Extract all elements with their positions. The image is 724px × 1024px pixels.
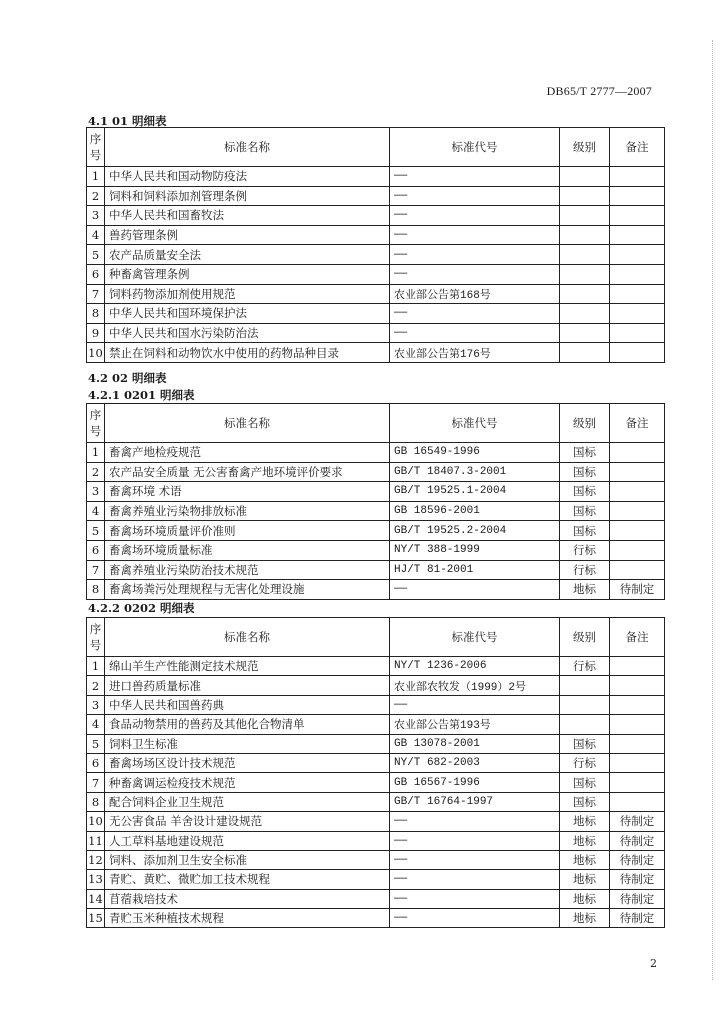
row-code: —— [390,206,560,226]
row-name: 中华人民共和国动物防疫法 [105,167,390,187]
row-level: 地标 [560,850,610,869]
table-row [87,462,665,482]
row-level: 地标 [560,812,610,831]
table-row [87,889,665,908]
row-code: —— [390,831,560,850]
row-seq: 13 [87,870,105,889]
row-name: 农产品质量安全法 [105,245,390,265]
row-level [560,167,610,187]
row-remark [610,560,665,580]
row-code: NY/T 388-1999 [390,540,560,560]
table-row [87,482,665,502]
table-0202 [86,617,665,928]
row-code: —— [390,264,560,284]
column-header-seq: 序号 [87,618,105,657]
row-name: 苜蓿栽培技术 [105,889,390,908]
row-level: 地标 [560,889,610,908]
row-level: 国标 [560,462,610,482]
row-level: 国标 [560,521,610,541]
row-level [560,225,610,245]
row-level [560,323,610,343]
row-name: 配合饲料企业卫生规范 [105,792,390,811]
row-name: 青贮玉米种植技术规程 [105,909,390,928]
row-name: 饲料、添加剂卫生安全标准 [105,850,390,869]
row-seq: 4 [87,715,105,734]
row-code: GB/T 18407.3-2001 [390,462,560,482]
table-header-row [87,128,665,167]
row-seq: 1 [87,657,105,676]
row-seq: 2 [87,186,105,206]
table-01 [86,127,665,363]
section-title-4-1: 4.1 01 明细表 [88,114,167,128]
row-name: 畜禽养殖业污染防治技术规范 [105,560,390,580]
row-level: 地标 [560,870,610,889]
table-header-row [87,618,665,657]
table-row [87,753,665,772]
row-code: —— [390,167,560,187]
row-name: 畜禽场环境质量评价准则 [105,521,390,541]
row-remark [610,773,665,792]
row-name: 畜禽环境 术语 [105,482,390,502]
section-title-4-2-2: 4.2.2 0202 明细表 [88,601,195,615]
row-seq: 3 [87,695,105,714]
row-code: GB/T 16764-1997 [390,792,560,811]
row-code: NY/T 682-2003 [390,753,560,772]
row-code: —— [390,186,560,206]
row-code: HJ/T 81-2001 [390,560,560,580]
row-level: 国标 [560,443,610,463]
row-name: 饲料药物添加剂使用规范 [105,284,390,304]
column-header-remark: 备注 [610,618,665,657]
page-number: 2 [650,957,657,970]
row-level: 行标 [560,540,610,560]
row-code: GB 18596-2001 [390,501,560,521]
row-remark [610,715,665,734]
row-remark: 待制定 [610,831,665,850]
row-remark [610,521,665,541]
row-name: 种畜禽管理条例 [105,264,390,284]
row-name: 中华人民共和国畜牧法 [105,206,390,226]
table-row [87,443,665,463]
table-row [87,560,665,580]
row-seq: 2 [87,462,105,482]
row-name: 种畜禽调运检疫技术规范 [105,773,390,792]
row-remark [610,206,665,226]
row-code: —— [390,225,560,245]
table-row [87,695,665,714]
document-code: DB65/T 2777—2007 [546,84,652,98]
row-seq: 7 [87,284,105,304]
row-seq: 5 [87,245,105,265]
row-code: —— [390,870,560,889]
column-header-seq: 序号 [87,128,105,167]
row-name: 青贮、黄贮、微贮加工技术规程 [105,870,390,889]
table-row [87,501,665,521]
row-code: 农业部公告第193号 [390,715,560,734]
table-row [87,792,665,811]
row-level [560,343,610,363]
table-row [87,909,665,928]
column-header-name: 标准名称 [105,404,390,443]
row-level: 行标 [560,560,610,580]
table-row [87,676,665,695]
row-name: 畜禽场场区设计技术规范 [105,753,390,772]
row-level [560,695,610,714]
table-row [87,773,665,792]
row-seq: 5 [87,521,105,541]
row-remark [610,695,665,714]
row-level [560,206,610,226]
row-code: 农业部公告第176号 [390,343,560,363]
row-remark [610,264,665,284]
row-name: 禁止在饲料和动物饮水中使用的药物品种目录 [105,343,390,363]
row-level: 地标 [560,580,610,600]
table-row [87,521,665,541]
row-remark: 待制定 [610,909,665,928]
row-code: —— [390,889,560,908]
row-seq: 6 [87,264,105,284]
row-code: —— [390,580,560,600]
row-name: 中华人民共和国兽药典 [105,695,390,714]
table-row [87,245,665,265]
row-level [560,186,610,206]
row-name: 食品动物禁用的兽药及其他化合物清单 [105,715,390,734]
table-row [87,323,665,343]
row-remark: 待制定 [610,580,665,600]
row-code: —— [390,812,560,831]
row-remark: 待制定 [610,870,665,889]
table-row [87,580,665,600]
table-row [87,304,665,324]
row-name: 畜禽产地检疫规范 [105,443,390,463]
row-seq: 8 [87,580,105,600]
table-row [87,186,665,206]
row-remark [610,323,665,343]
row-code: —— [390,695,560,714]
row-remark [610,753,665,772]
row-seq: 8 [87,304,105,324]
column-header-remark: 备注 [610,128,665,167]
section-subtitle-4-2-1: 4.2.1 0201 明细表 [88,388,195,402]
row-level: 国标 [560,734,610,753]
row-level: 行标 [560,753,610,772]
row-remark [610,540,665,560]
table-row [87,284,665,304]
column-header-name: 标准名称 [105,618,390,657]
table-row [87,343,665,363]
row-seq: 7 [87,773,105,792]
row-code: GB 13078-2001 [390,734,560,753]
row-remark [610,167,665,187]
row-seq: 7 [87,560,105,580]
row-name: 畜禽场粪污处理规程与无害化处理设施 [105,580,390,600]
row-name: 饲料和饲料添加剂管理条例 [105,186,390,206]
table-row [87,870,665,889]
table-row [87,657,665,676]
row-code: —— [390,304,560,324]
row-level [560,245,610,265]
row-remark [610,734,665,753]
row-name: 农产品安全质量 无公害畜禽产地环境评价要求 [105,462,390,482]
row-level: 地标 [560,909,610,928]
column-header-level: 级别 [560,618,610,657]
row-remark [610,501,665,521]
row-seq: 10 [87,812,105,831]
section-title-4-2: 4.2 02 明细表 [88,371,167,385]
row-remark [610,284,665,304]
row-code: 农业部公告第168号 [390,284,560,304]
column-header-seq: 序号 [87,404,105,443]
row-remark: 待制定 [610,812,665,831]
row-code: GB 16567-1996 [390,773,560,792]
column-header-remark: 备注 [610,404,665,443]
row-name: 兽药管理条例 [105,225,390,245]
row-seq: 3 [87,482,105,502]
row-code: —— [390,245,560,265]
table-0201 [86,403,665,600]
table-row [87,225,665,245]
row-seq: 8 [87,792,105,811]
row-level: 国标 [560,792,610,811]
row-seq: 1 [87,443,105,463]
row-name: 中华人民共和国水污染防治法 [105,323,390,343]
row-remark: 待制定 [610,850,665,869]
row-remark [610,676,665,695]
row-name: 无公害食品 羊舍设计建设规范 [105,812,390,831]
row-name: 畜禽养殖业污染物排放标准 [105,501,390,521]
row-name: 进口兽药质量标准 [105,676,390,695]
row-remark [610,186,665,206]
row-seq: 10 [87,343,105,363]
row-remark [610,482,665,502]
row-level [560,284,610,304]
row-seq: 4 [87,501,105,521]
scan-edge-marks [712,40,719,980]
table-row [87,206,665,226]
row-code: NY/T 1236-2006 [390,657,560,676]
row-seq: 6 [87,540,105,560]
table-row [87,167,665,187]
row-remark [610,245,665,265]
row-name: 绵山羊生产性能测定技术规范 [105,657,390,676]
table-row [87,734,665,753]
column-header-name: 标准名称 [105,128,390,167]
table-row [87,850,665,869]
row-level: 地标 [560,831,610,850]
row-name: 中华人民共和国环境保护法 [105,304,390,324]
row-level: 国标 [560,501,610,521]
row-seq: 2 [87,676,105,695]
row-seq: 1 [87,167,105,187]
table-row [87,540,665,560]
row-seq: 11 [87,831,105,850]
row-level: 行标 [560,657,610,676]
column-header-level: 级别 [560,404,610,443]
column-header-level: 级别 [560,128,610,167]
row-seq: 14 [87,889,105,908]
row-level [560,264,610,284]
column-header-code: 标准代号 [390,128,560,167]
table-row [87,715,665,734]
row-code: GB/T 19525.2-2004 [390,521,560,541]
row-seq: 9 [87,323,105,343]
column-header-code: 标准代号 [390,618,560,657]
row-name: 人工草料基地建设规范 [105,831,390,850]
row-level: 国标 [560,482,610,502]
row-remark [610,443,665,463]
row-remark [610,792,665,811]
column-header-code: 标准代号 [390,404,560,443]
row-name: 饲料卫生标准 [105,734,390,753]
row-seq: 5 [87,734,105,753]
row-seq: 12 [87,850,105,869]
table-row [87,264,665,284]
row-code: GB/T 19525.1-2004 [390,482,560,502]
row-remark [610,462,665,482]
row-level [560,304,610,324]
row-remark [610,304,665,324]
row-remark [610,343,665,363]
row-code: 农业部农牧发（1999）2号 [390,676,560,695]
row-code: —— [390,909,560,928]
row-seq: 15 [87,909,105,928]
row-level: 国标 [560,773,610,792]
row-code: —— [390,850,560,869]
row-name: 畜禽场环境质量标准 [105,540,390,560]
row-level [560,715,610,734]
row-seq: 3 [87,206,105,226]
row-seq: 6 [87,753,105,772]
table-header-row [87,404,665,443]
row-seq: 4 [87,225,105,245]
table-row [87,812,665,831]
table-row [87,831,665,850]
row-level [560,676,610,695]
row-remark: 待制定 [610,889,665,908]
row-code: GB 16549-1996 [390,443,560,463]
row-code: —— [390,323,560,343]
row-remark [610,225,665,245]
row-remark [610,657,665,676]
